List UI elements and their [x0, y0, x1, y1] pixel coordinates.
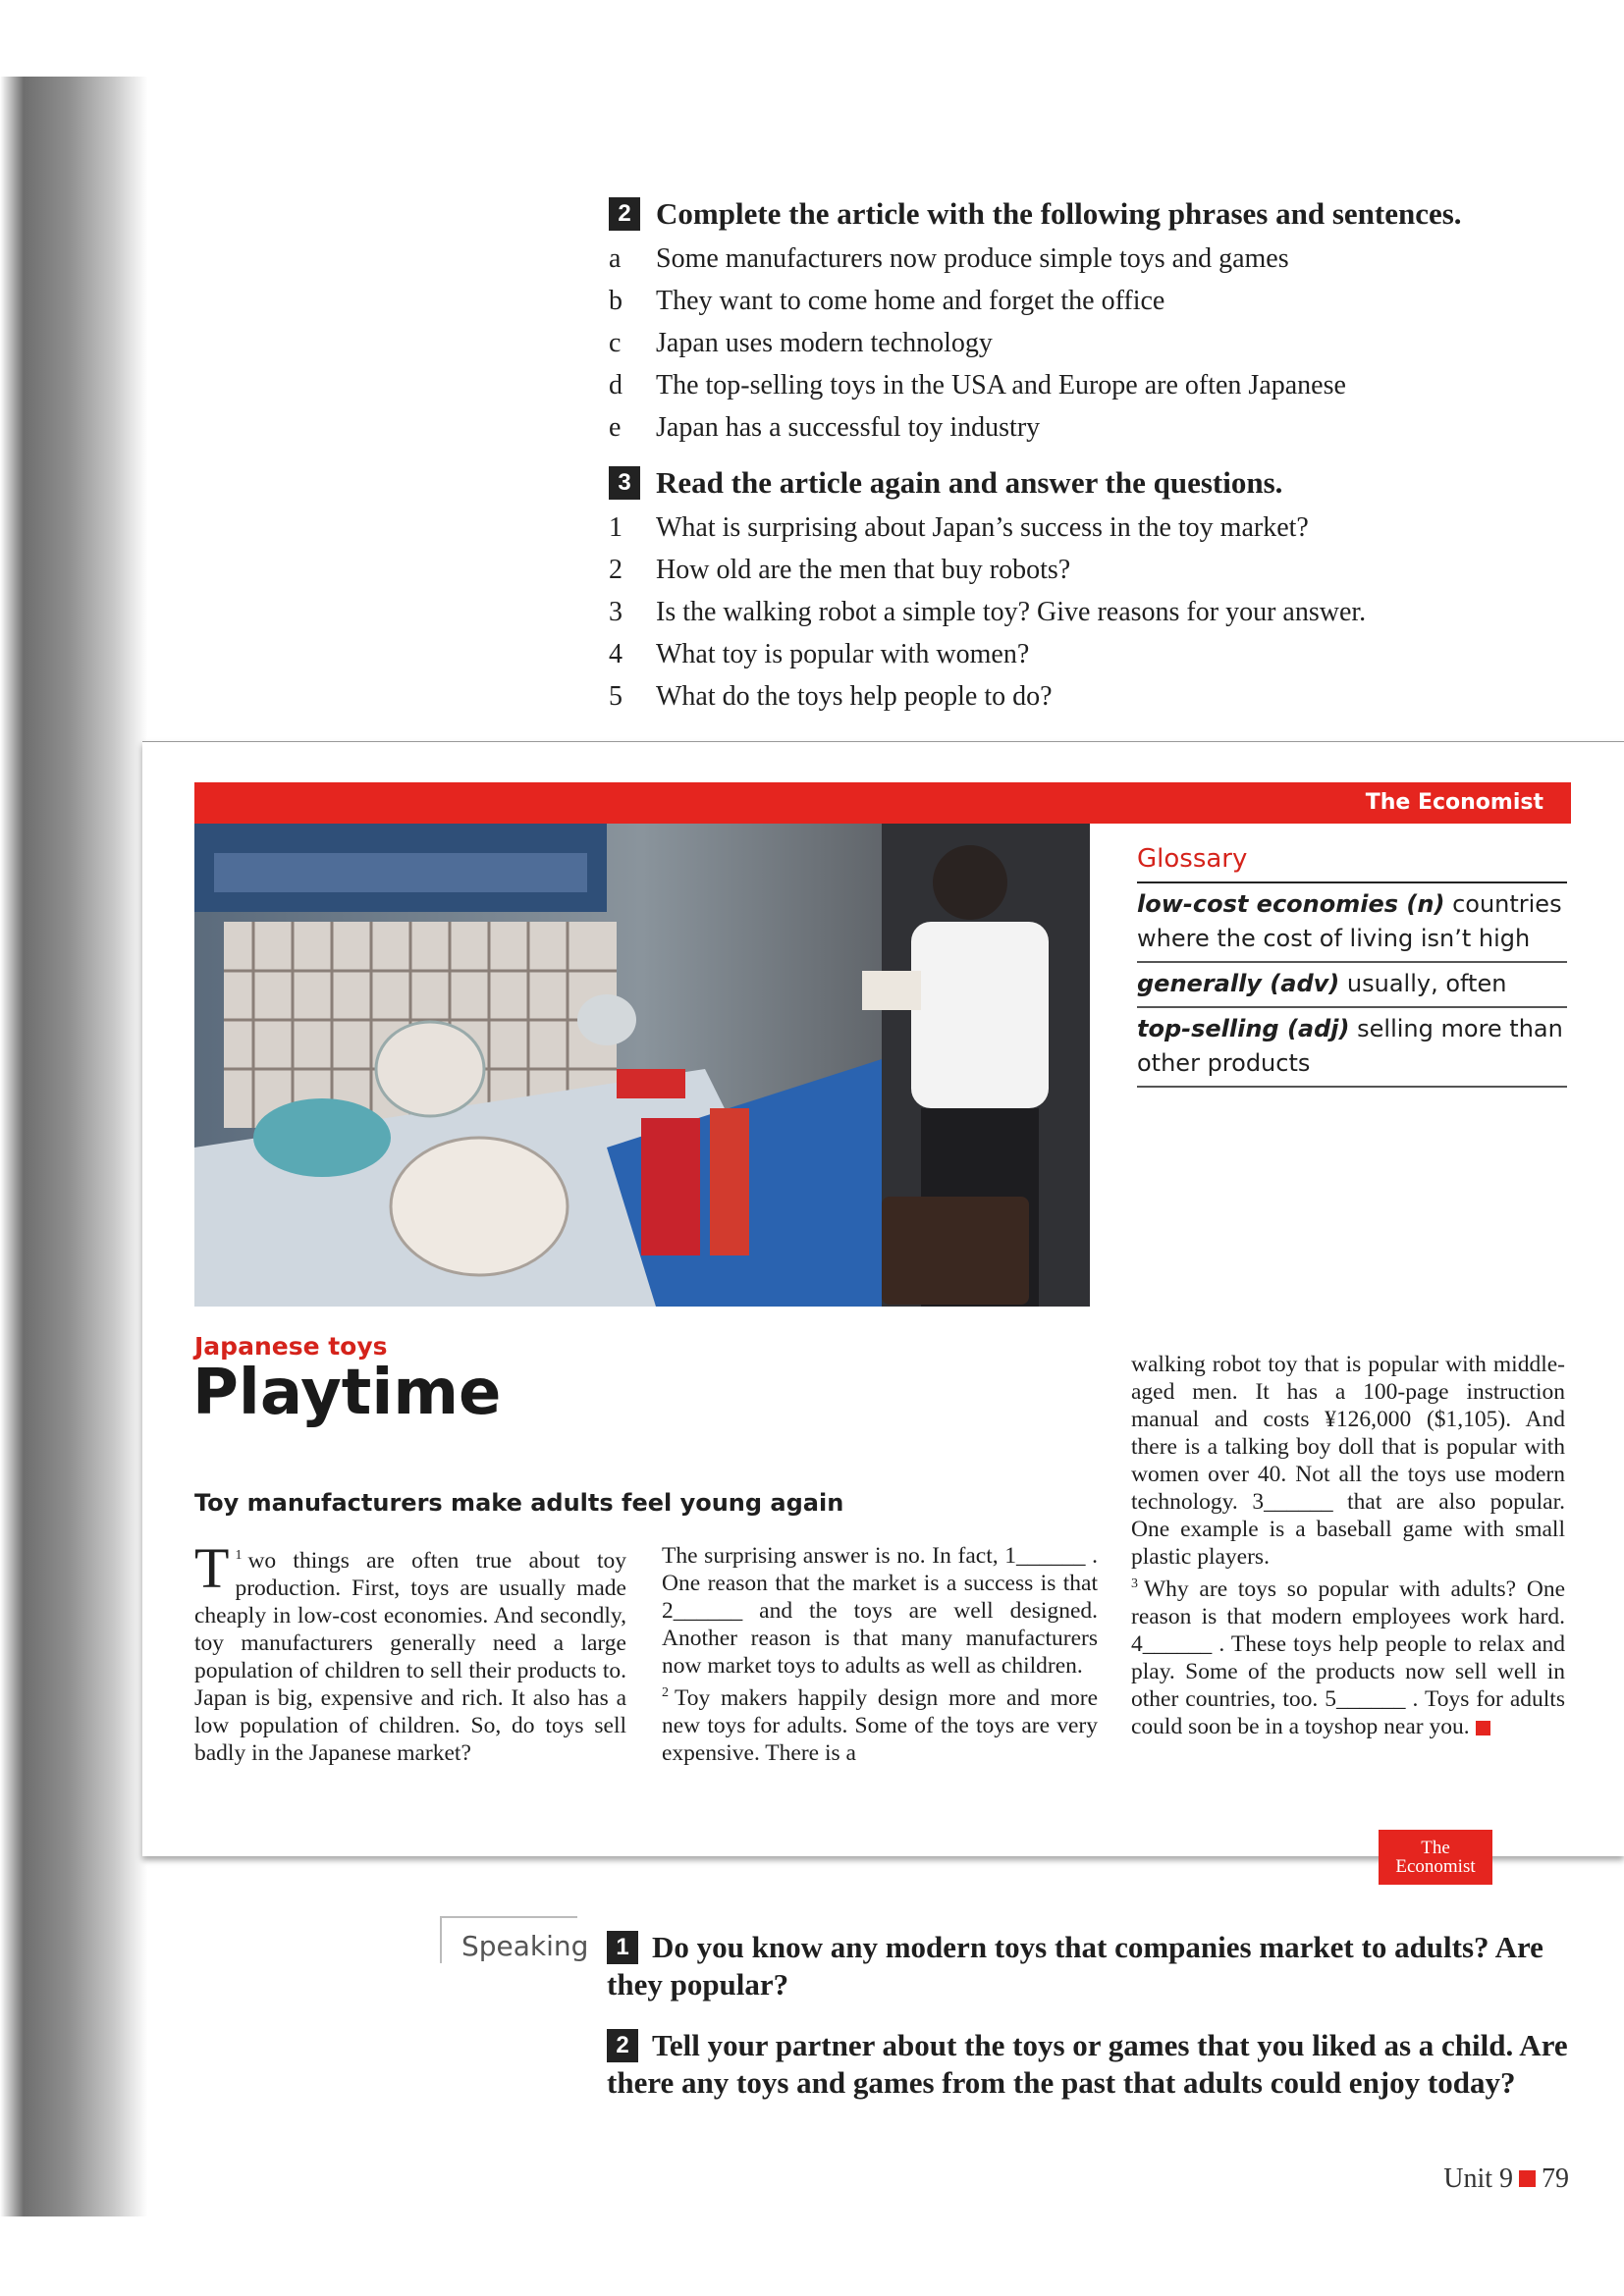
question-number-box: 1	[607, 1931, 638, 1964]
article-title: Playtime	[192, 1357, 502, 1429]
speaking-question	[607, 1930, 1589, 2002]
question-text: Tell your partner about the toys or games that you liked as a child. Are there any toys and games from the past that adults could enjoy today?	[607, 2028, 1568, 2100]
item-label: b	[609, 286, 623, 316]
glossary-term: low-cost economies (n)	[1137, 890, 1445, 918]
page-number: 79	[1542, 2163, 1569, 2194]
article-photo	[194, 824, 1090, 1307]
logo-line: Economist	[1395, 1856, 1476, 1877]
item-label: e	[609, 412, 622, 443]
item-text: What is surprising about Japan’s success in the toy market?	[656, 512, 1309, 543]
unit-label: Unit 9	[1443, 2163, 1513, 2194]
list-item	[609, 364, 1551, 406]
logo-line: The	[1421, 1838, 1450, 1858]
paragraph-number: 1	[235, 1548, 243, 1563]
glossary-entry	[1137, 963, 1567, 1008]
question-text: Do you know any modern toys that companies market to adults? Are they popular?	[607, 1930, 1543, 2002]
item-text: Japan has a successful toy industry	[656, 412, 1041, 443]
item-text: The top-selling toys in the USA and Europe are often Japanese	[656, 370, 1346, 400]
exercise-number-box: 2	[609, 197, 640, 231]
glossary-title: Glossary	[1137, 844, 1567, 883]
glossary-entry	[1137, 883, 1567, 963]
article-subtitle: Toy manufacturers make adults feel young again	[194, 1489, 844, 1517]
item-label: 4	[609, 639, 623, 669]
list-item	[609, 549, 1551, 591]
page-footer	[1443, 2163, 1569, 2195]
exercise-3	[609, 463, 1551, 718]
item-label: 5	[609, 681, 623, 712]
item-text: Some manufacturers now produce simple toys and games	[656, 243, 1289, 274]
glossary-definition: selling more than other products	[1137, 1015, 1563, 1077]
paragraph-text: wo things are often true about toy production. First, toys are usually made cheaply in low-cost economies. And secondly, toy manufacturers generally need a large population of children to sell their products to. Japan is big, expensive and rich. It also has a low population of children. So, do toys sell badly in the Japanese market?	[194, 1547, 626, 1766]
paragraph-number: 2	[662, 1685, 669, 1700]
article-header-bar	[194, 782, 1571, 824]
speaking-question	[607, 2028, 1589, 2100]
glossary-definition: usually, often	[1346, 970, 1507, 997]
item-text: What do the toys help people to do?	[656, 681, 1053, 712]
exercise-number-box: 3	[609, 466, 640, 500]
paragraph-text: Why are toys so popular with adults? One reason is that modern employees work hard. 4______ . These toys help people to relax and play. Some of the products now sell well in other countries, too. 5______ . Toys for adults could soon be in a toyshop near you.	[1131, 1575, 1565, 1739]
footer-square-icon	[1519, 2170, 1536, 2187]
exercise-2-instruction: Complete the article with the following phrases and sentences.	[656, 196, 1462, 231]
list-item	[609, 280, 1551, 322]
item-label: c	[609, 328, 622, 358]
question-number-box: 2	[607, 2029, 638, 2062]
item-label: 3	[609, 597, 623, 627]
item-text: Is the walking robot a simple toy? Give reasons for your answer.	[656, 597, 1367, 627]
article-column-3	[1131, 1351, 1565, 1740]
item-label: 1	[609, 512, 623, 543]
exercise-2-heading	[609, 194, 1551, 234]
end-mark-icon	[1476, 1721, 1490, 1735]
glossary	[1137, 844, 1567, 1088]
list-item	[609, 507, 1551, 549]
item-text: What toy is popular with women?	[656, 639, 1030, 669]
item-label: d	[609, 370, 623, 400]
list-item	[609, 238, 1551, 280]
item-label: a	[609, 243, 622, 274]
list-item	[609, 322, 1551, 364]
item-text: Japan uses modern technology	[656, 328, 993, 358]
book-spine-shadow	[0, 77, 147, 2216]
paragraph-number: 3	[1131, 1576, 1138, 1591]
list-item	[609, 675, 1551, 718]
article-column-2	[662, 1542, 1098, 1767]
paragraph-text: Toy makers happily design more and more new toys for adults. Some of the toys are very expensive. There is a	[662, 1684, 1098, 1766]
article-column-1	[194, 1536, 626, 1767]
list-item	[609, 633, 1551, 675]
article-kicker: Japanese toys	[194, 1332, 388, 1361]
glossary-definition: countries where the cost of living isn’t high	[1137, 890, 1562, 952]
exercise-3-instruction: Read the article again and answer the questions.	[656, 465, 1283, 500]
exercise-3-heading	[609, 463, 1551, 503]
speaking-label: Speaking	[440, 1916, 577, 1963]
item-label: 2	[609, 555, 623, 585]
list-item	[609, 591, 1551, 633]
glossary-term: generally (adv)	[1137, 970, 1340, 997]
paragraph-text: walking robot toy that is popular with middle-aged men. It has a 100-page instruction manual and costs ¥126,000 ($1,105). And there is a talking boy doll that is popular with women over 40. Not all the toys use modern technology. 3______ that are also popular. One example is a baseball game with small plastic players.	[1131, 1352, 1565, 1570]
list-item	[609, 406, 1551, 449]
glossary-entry	[1137, 1008, 1567, 1088]
drop-cap: T	[194, 1536, 230, 1600]
item-text: How old are the men that buy robots?	[656, 555, 1071, 585]
exercise-2	[609, 194, 1551, 449]
item-text: They want to come home and forget the office	[656, 286, 1165, 316]
source-label: The Economist	[1365, 790, 1543, 815]
economist-logo	[1379, 1830, 1492, 1885]
glossary-term: top-selling (adj)	[1137, 1015, 1350, 1042]
paragraph-text: The surprising answer is no. In fact, 1______ . One reason that the market is a success is that 2______ and the toys are well designed. Another reason is that many manufacturers now market toys to adults as well as children.	[662, 1543, 1098, 1679]
